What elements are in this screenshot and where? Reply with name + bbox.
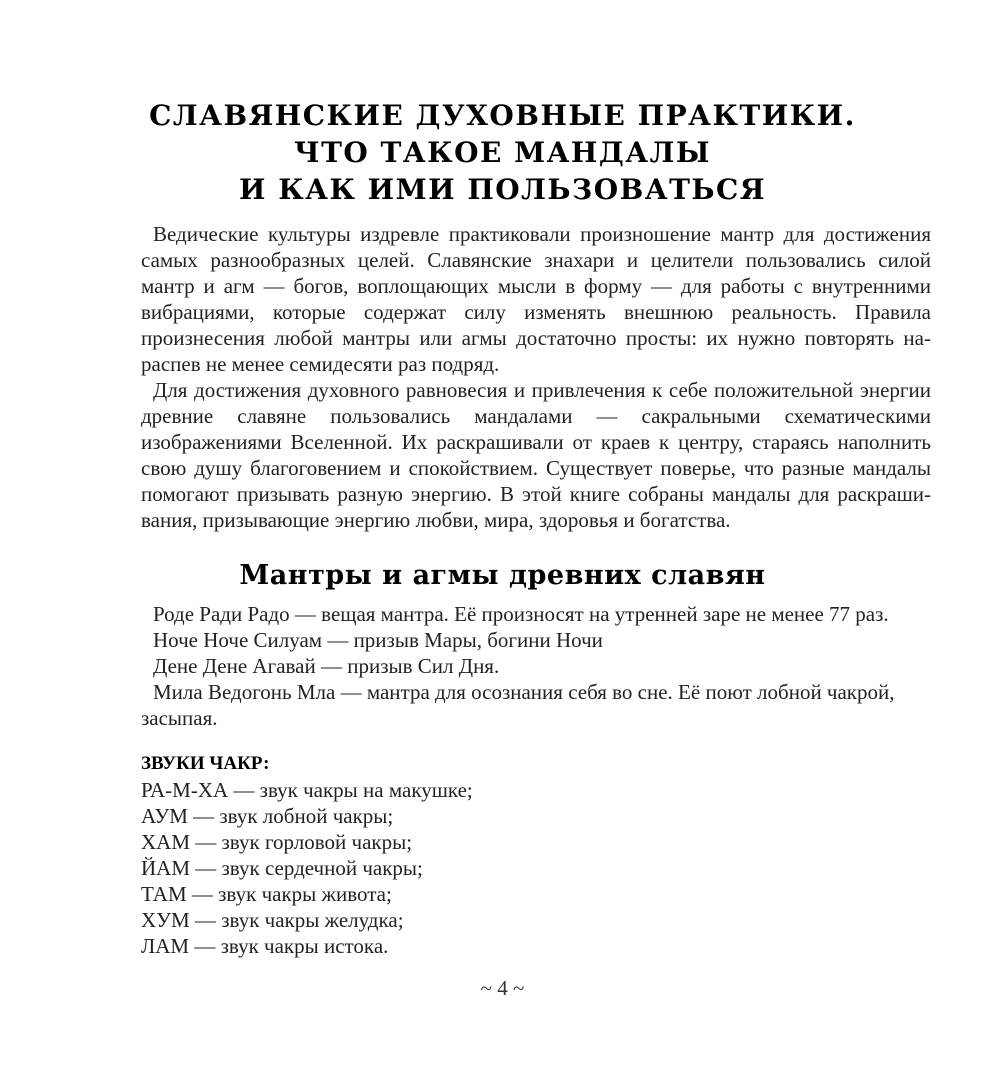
intro-paragraph-2: Для достижения духовного равновесия и привлечения к себе положительной энергии древние славяне пользовались мандалами — сакральными схематическими изображениями Вселенной. Их раскрашивали от краев к центру, стараясь наполнить свою душу благоговением и спокойствием. Существует поверье, что разные мандалы помогают призывать разную энергию. В этой книге собраны мандалы для раскрашивания, призывающие энергию любви, мира, здоровья и богатства. — [141, 378, 931, 532]
intro-section — [141, 221, 931, 533]
title-line-1: СЛАВЯНСКИЕ ДУХОВНЫЕ ПРАКТИКИ. — [149, 99, 856, 132]
chakra-sounds-heading: ЗВУКИ ЧАКР: — [141, 753, 270, 774]
mantra-item: Ноче Ноче Силуам — призыв Мары, богини Ночи — [153, 628, 603, 652]
mantra-item: Мила Ведогонь Мла — мантра для осознания себя во сне. Её поют лобной чакрой, засыпая. — [141, 680, 895, 730]
title-line-2: ЧТО ТАКОЕ МАНДАЛЫ — [294, 136, 711, 169]
intro-paragraph-1: Ведические культуры издревле практиковали произношение мантр для достижения самых разнообразных целей. Славянские знахари и целители пользовались силой мантр и агм — богов, воплощающих мысли в форму — для работы с внутренними вибрациями, которые содержат силу изменять внешнюю реальность. Правила произнесения любой мантры или агмы достаточно просты: их нужно повторять нараспев не менее семидесяти раз подряд. — [141, 222, 931, 376]
chakra-item: ЙАМ — звук сердечной чакры; — [141, 856, 423, 880]
chakra-item: ХАМ — звук горловой чакры; — [141, 830, 413, 854]
page-number: ~ 4 ~ — [480, 976, 525, 1000]
chakra-item: ХУМ — звук чакры желудка; — [141, 908, 404, 932]
title-line-3: И КАК ИМИ ПОЛЬЗОВАТЬСЯ — [238, 173, 767, 206]
page-title — [0, 97, 1005, 208]
chakra-item: РА-М-ХА — звук чакры на макушке; — [141, 778, 473, 802]
mantra-item: Роде Ради Радо — вещая мантра. Её произносят на утренней заре не менее 77 раз. — [153, 602, 889, 626]
chakra-sounds-section — [141, 751, 931, 959]
chakra-item: ЛАМ — звук чакры истока. — [141, 934, 389, 958]
chakra-item: АУМ — звук лобной чакры; — [141, 804, 394, 828]
mantras-list — [141, 601, 931, 731]
mantra-item: Дене Дене Агавай — призыв Сил Дня. — [153, 654, 500, 678]
chakra-item: ТАМ — звук чакры живота; — [141, 882, 392, 906]
section-heading-mantras: Мантры и агмы древних славян — [239, 560, 766, 591]
